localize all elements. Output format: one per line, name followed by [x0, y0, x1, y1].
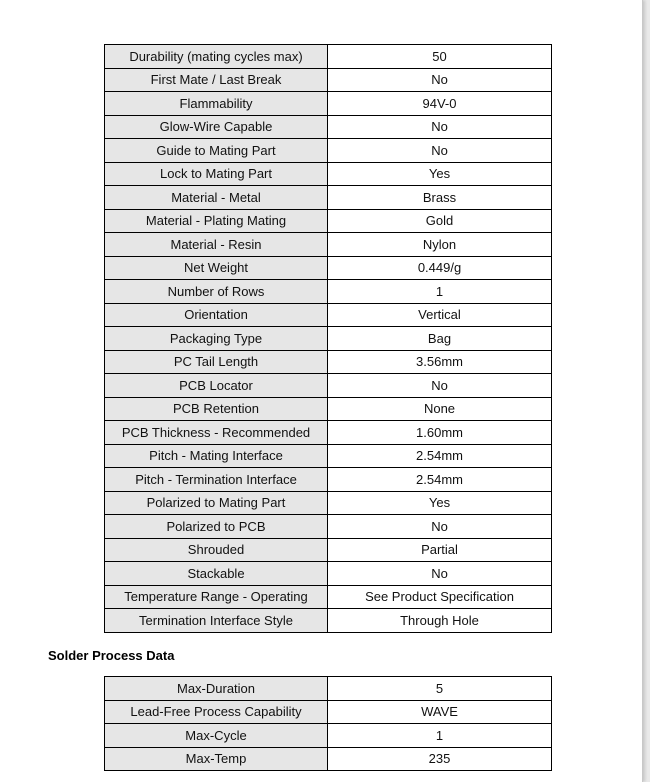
specifications-table — [104, 44, 552, 633]
spec-value: 0.449/g — [328, 256, 552, 280]
table-row — [105, 724, 552, 748]
spec-label: Material - Resin — [105, 233, 328, 257]
spec-value: 3.56mm — [328, 350, 552, 374]
spec-label: Durability (mating cycles max) — [105, 45, 328, 69]
spec-label: PCB Thickness - Recommended — [105, 421, 328, 445]
spec-value: Yes — [328, 162, 552, 186]
table-row — [105, 92, 552, 116]
spec-label: Max-Duration — [105, 677, 328, 701]
table-row — [105, 209, 552, 233]
spec-label: Termination Interface Style — [105, 609, 328, 633]
table-row — [105, 256, 552, 280]
spec-label: Stackable — [105, 562, 328, 586]
spec-label: Orientation — [105, 303, 328, 327]
table-row — [105, 468, 552, 492]
spec-label: Polarized to Mating Part — [105, 491, 328, 515]
table-row — [105, 327, 552, 351]
spec-value: Yes — [328, 491, 552, 515]
spec-label: Max-Temp — [105, 747, 328, 771]
table-row — [105, 68, 552, 92]
table-row — [105, 115, 552, 139]
spec-value: Through Hole — [328, 609, 552, 633]
table-row — [105, 280, 552, 304]
spec-value: 235 — [328, 747, 552, 771]
table-row — [105, 233, 552, 257]
spec-value: No — [328, 115, 552, 139]
spec-value: No — [328, 139, 552, 163]
table-row — [105, 444, 552, 468]
table-row — [105, 585, 552, 609]
spec-value: No — [328, 374, 552, 398]
table-row — [105, 562, 552, 586]
table-row — [105, 747, 552, 771]
spec-label: Max-Cycle — [105, 724, 328, 748]
spec-value: 5 — [328, 677, 552, 701]
spec-label: Temperature Range - Operating — [105, 585, 328, 609]
spec-value: 1.60mm — [328, 421, 552, 445]
solder-process-title: Solder Process Data — [48, 648, 175, 663]
spec-value: See Product Specification — [328, 585, 552, 609]
spec-value: 1 — [328, 724, 552, 748]
spec-label: Packaging Type — [105, 327, 328, 351]
spec-label: PCB Retention — [105, 397, 328, 421]
spec-label: Lead-Free Process Capability — [105, 700, 328, 724]
spec-value: Vertical — [328, 303, 552, 327]
spec-value: Gold — [328, 209, 552, 233]
table-row — [105, 303, 552, 327]
spec-label: PCB Locator — [105, 374, 328, 398]
spec-value: 2.54mm — [328, 444, 552, 468]
table-row — [105, 677, 552, 701]
table-row — [105, 700, 552, 724]
table-row — [105, 350, 552, 374]
spec-label: Lock to Mating Part — [105, 162, 328, 186]
spec-label: First Mate / Last Break — [105, 68, 328, 92]
spec-label: Number of Rows — [105, 280, 328, 304]
spec-label: Flammability — [105, 92, 328, 116]
spec-value: No — [328, 515, 552, 539]
table-row — [105, 609, 552, 633]
spec-label: Glow-Wire Capable — [105, 115, 328, 139]
spec-value: Brass — [328, 186, 552, 210]
table-row — [105, 186, 552, 210]
spec-value: 50 — [328, 45, 552, 69]
spec-value: Bag — [328, 327, 552, 351]
spec-label: Pitch - Termination Interface — [105, 468, 328, 492]
table-row — [105, 162, 552, 186]
spec-value: Partial — [328, 538, 552, 562]
table-row — [105, 139, 552, 163]
spec-value: 2.54mm — [328, 468, 552, 492]
spec-value: No — [328, 68, 552, 92]
spec-label: Shrouded — [105, 538, 328, 562]
spec-label: PC Tail Length — [105, 350, 328, 374]
table-row — [105, 374, 552, 398]
solder-process-table — [104, 676, 552, 771]
spec-label: Net Weight — [105, 256, 328, 280]
spec-value: No — [328, 562, 552, 586]
spec-label: Polarized to PCB — [105, 515, 328, 539]
spec-value: 94V-0 — [328, 92, 552, 116]
table-row — [105, 538, 552, 562]
spec-label: Pitch - Mating Interface — [105, 444, 328, 468]
spec-label: Material - Plating Mating — [105, 209, 328, 233]
spec-value: 1 — [328, 280, 552, 304]
table-row — [105, 45, 552, 69]
table-row — [105, 515, 552, 539]
spec-value: Nylon — [328, 233, 552, 257]
table-row — [105, 491, 552, 515]
spec-value: None — [328, 397, 552, 421]
spec-value: WAVE — [328, 700, 552, 724]
table-row — [105, 421, 552, 445]
spec-label: Material - Metal — [105, 186, 328, 210]
spec-label: Guide to Mating Part — [105, 139, 328, 163]
table-row — [105, 397, 552, 421]
